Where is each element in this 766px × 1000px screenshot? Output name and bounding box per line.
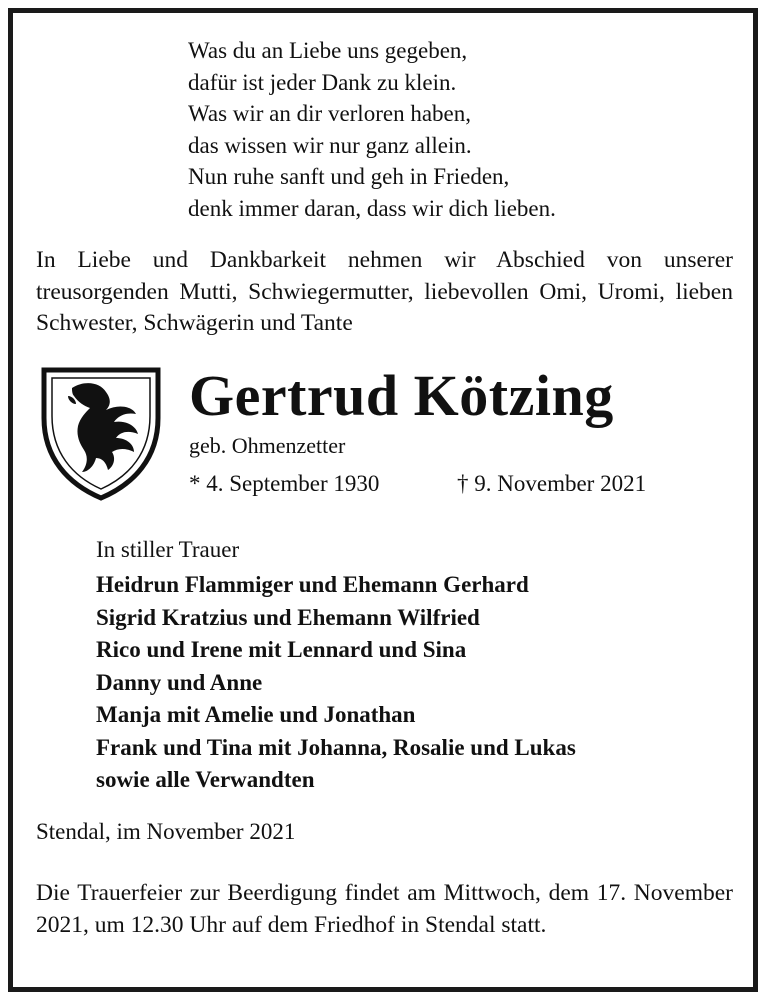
poem-line: Was du an Liebe uns gegeben, bbox=[188, 38, 468, 63]
birth-date: * 4. September 1930 bbox=[189, 471, 380, 496]
poem-line: das wissen wir nur ganz allein. bbox=[188, 132, 472, 158]
place-and-date: Stendal, im November 2021 bbox=[36, 819, 296, 844]
obituary-notice bbox=[8, 8, 758, 992]
mourner-line: Rico und Irene mit Lennard und Sina bbox=[96, 637, 467, 662]
mourner-line: Sigrid Kratzius und Ehemann Wilfried bbox=[96, 604, 480, 630]
poem-line: Was wir an dir verloren haben, bbox=[188, 101, 471, 126]
mourner-line: sowie alle Verwandten bbox=[96, 767, 315, 792]
deceased-name: Gertrud Kötzing bbox=[189, 363, 614, 428]
mourner-line: Manja mit Amelie und Jonathan bbox=[96, 702, 416, 727]
mourning-label: In stiller Trauer bbox=[96, 537, 240, 562]
maiden-name: geb. Ohmenzetter bbox=[189, 433, 346, 458]
mourner-line: Frank und Tina mit Johanna, Rosalie und Lukas bbox=[96, 734, 576, 760]
poem-line: Nun ruhe sanft und geh in Frieden, bbox=[188, 164, 510, 189]
life-dates bbox=[189, 471, 709, 497]
mourner-line: Danny und Anne bbox=[96, 669, 263, 695]
death-date: † 9. November 2021 bbox=[457, 471, 647, 496]
mourner-line: Heidrun Flammiger und Ehemann Gerhard bbox=[96, 572, 529, 597]
coat-of-arms-shield-icon bbox=[40, 366, 162, 502]
funeral-info: Die Trauerfeier zur Beerdigung findet am Mittwoch, dem 17. November 2021, um 12.30 Uhr auf dem Friedhof in Stendal statt. bbox=[36, 880, 733, 938]
memorial-poem bbox=[188, 35, 728, 224]
mourners-list bbox=[96, 569, 576, 797]
poem-line: dafür ist jeder Dank zu klein. bbox=[188, 69, 457, 95]
poem-line: denk immer daran, dass wir dich lieben. bbox=[188, 195, 556, 221]
farewell-intro: In Liebe und Dankbarkeit nehmen wir Abschied von unserer treusorgenden Mutti, Schwiegermutter, liebevollen Omi, Uromi, lieben Schwester, Schwägerin und Tante bbox=[36, 247, 733, 336]
